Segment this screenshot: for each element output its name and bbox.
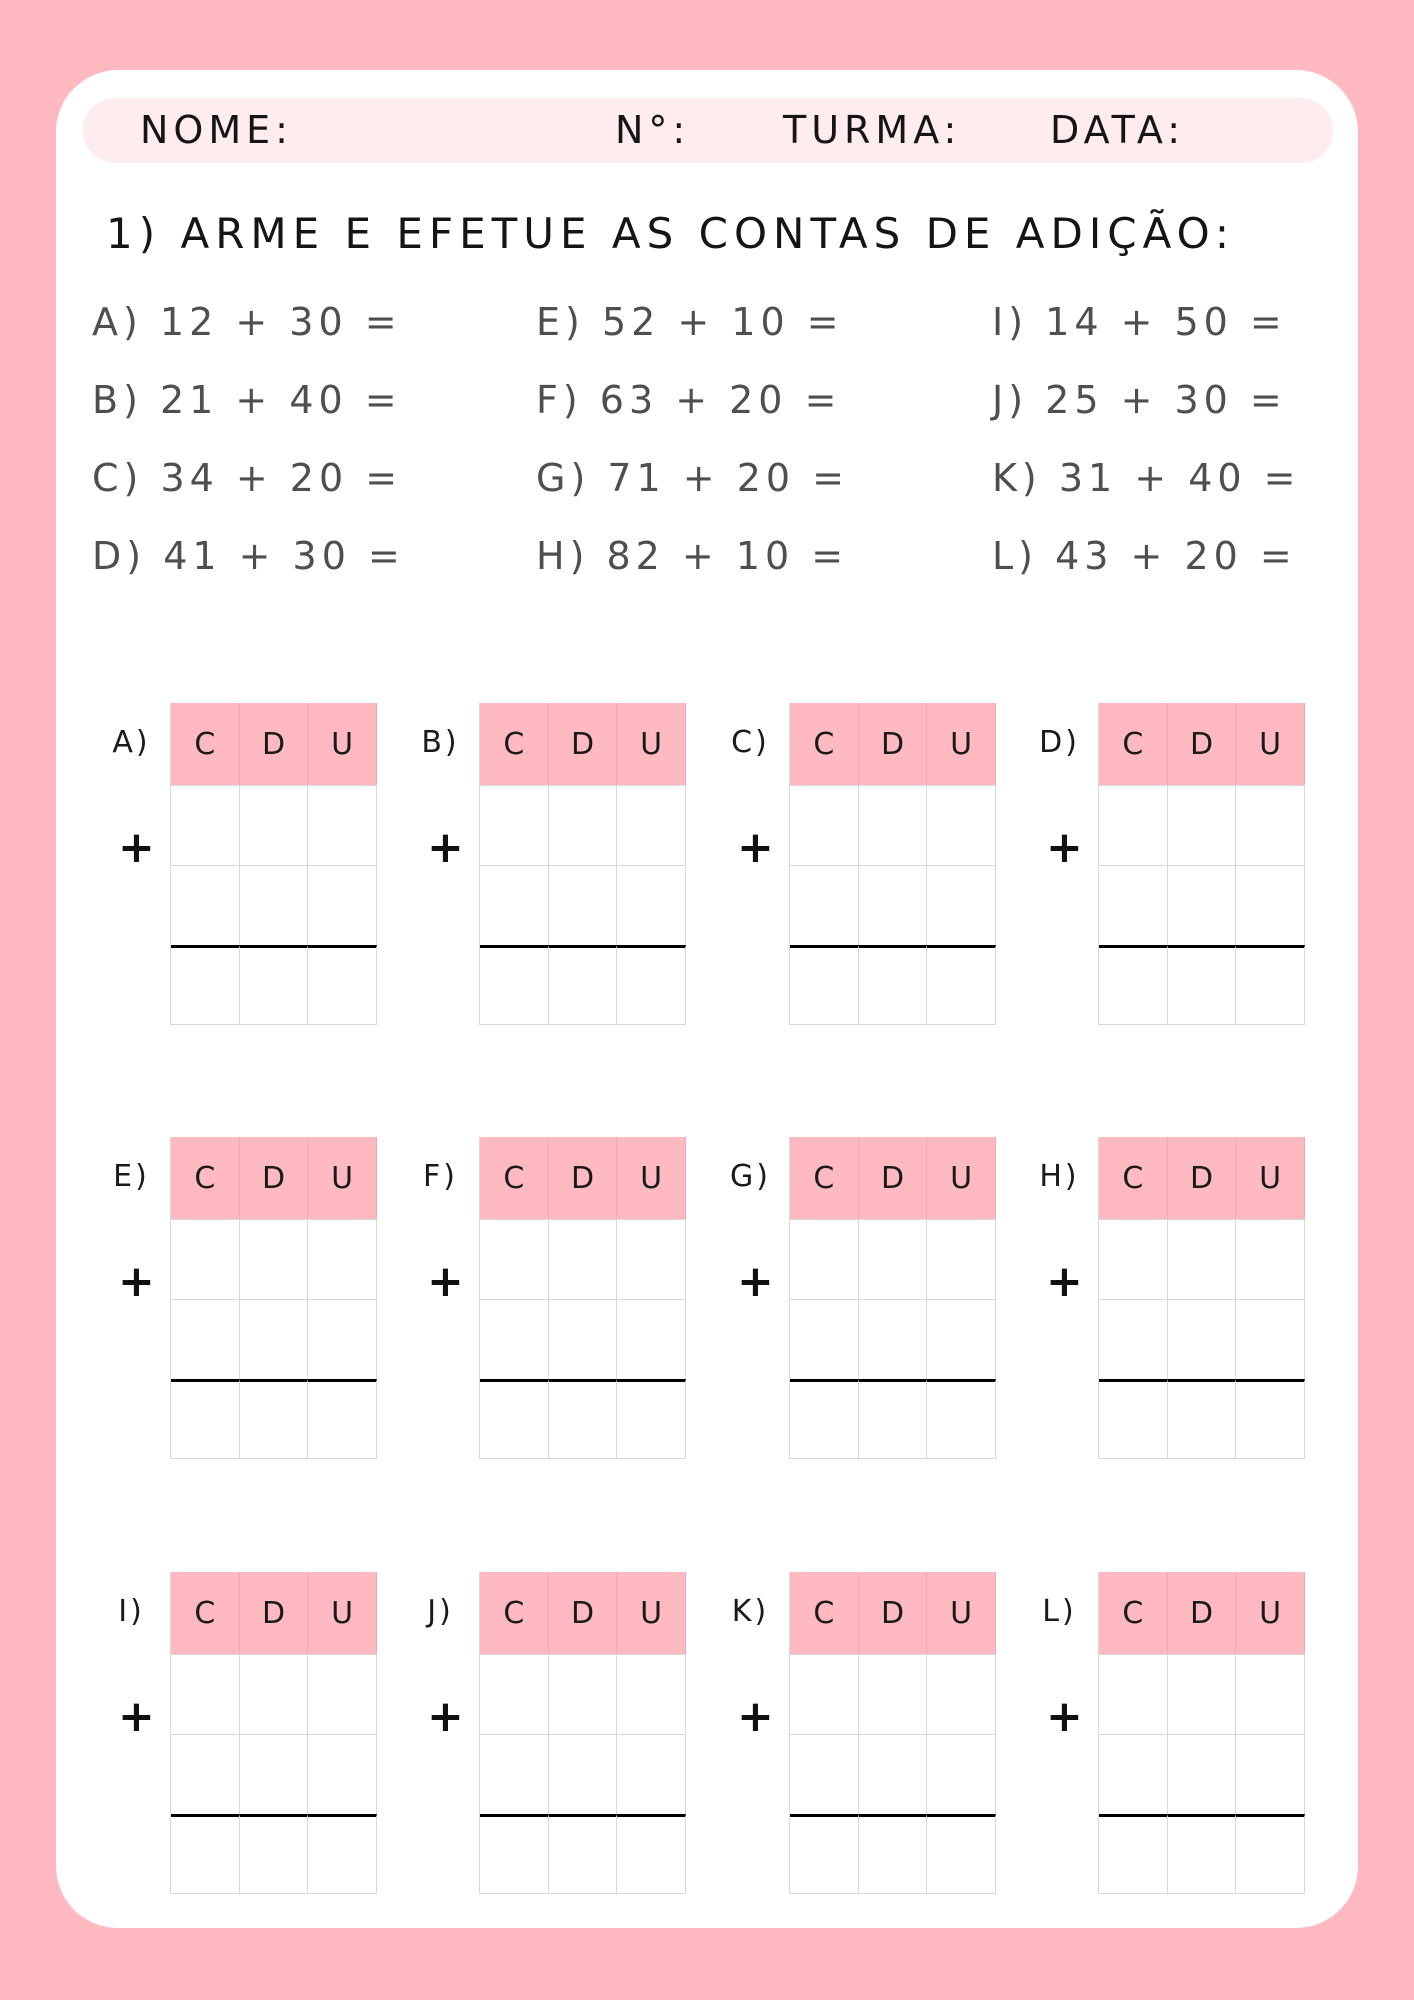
grid-header-cell: U bbox=[1236, 1137, 1305, 1219]
addition-block bbox=[1032, 703, 1412, 1033]
digit-cell[interactable] bbox=[859, 1734, 928, 1814]
digit-cell[interactable] bbox=[308, 1299, 377, 1379]
digit-cell[interactable] bbox=[1168, 1734, 1237, 1814]
digit-cell[interactable] bbox=[171, 1299, 240, 1379]
block-letter: C) bbox=[731, 725, 770, 760]
digit-cell[interactable] bbox=[1236, 1654, 1305, 1734]
result-cell[interactable] bbox=[1168, 1814, 1237, 1894]
digit-cell[interactable] bbox=[1168, 865, 1237, 945]
problem-expression: 34 + 20 = bbox=[160, 456, 403, 500]
result-cell[interactable] bbox=[927, 945, 996, 1025]
problem-letter: C) bbox=[92, 456, 144, 500]
digit-cell[interactable] bbox=[549, 785, 618, 865]
problem-letter: F) bbox=[536, 378, 583, 422]
result-cell[interactable] bbox=[240, 945, 309, 1025]
problem-letter: I) bbox=[992, 300, 1029, 344]
digit-cell[interactable] bbox=[617, 785, 686, 865]
digit-cell[interactable] bbox=[240, 1734, 309, 1814]
digit-cell[interactable] bbox=[617, 1734, 686, 1814]
result-cell[interactable] bbox=[617, 1814, 686, 1894]
digit-cell[interactable] bbox=[617, 1299, 686, 1379]
digit-cell[interactable] bbox=[480, 1654, 549, 1734]
place-value-grid bbox=[170, 1572, 377, 1894]
grid-header-cell: C bbox=[1099, 1572, 1168, 1654]
plus-sign: + bbox=[427, 822, 464, 873]
digit-cell[interactable] bbox=[308, 1654, 377, 1734]
result-cell[interactable] bbox=[480, 945, 549, 1025]
grid-header-cell: C bbox=[171, 1137, 240, 1219]
block-letter: F) bbox=[423, 1159, 458, 1194]
block-letter: H) bbox=[1039, 1159, 1080, 1194]
problem-expression: 41 + 30 = bbox=[163, 534, 405, 578]
worksheet-page bbox=[56, 70, 1358, 1928]
grid-header-cell: C bbox=[480, 703, 549, 785]
block-letter: B) bbox=[421, 725, 460, 760]
result-cell[interactable] bbox=[171, 1814, 240, 1894]
block-letter: K) bbox=[731, 1594, 770, 1629]
block-letter: L) bbox=[1042, 1594, 1077, 1629]
digit-cell[interactable] bbox=[927, 785, 996, 865]
grid-header-cell: U bbox=[617, 1137, 686, 1219]
digit-cell[interactable] bbox=[790, 785, 859, 865]
digit-cell[interactable] bbox=[1099, 1299, 1168, 1379]
block-letter: G) bbox=[730, 1159, 771, 1194]
digit-cell[interactable] bbox=[1236, 865, 1305, 945]
result-cell[interactable] bbox=[1099, 945, 1168, 1025]
place-value-grid bbox=[789, 703, 996, 1025]
digit-cell[interactable] bbox=[240, 865, 309, 945]
grid-header-cell: U bbox=[927, 1572, 996, 1654]
result-cell[interactable] bbox=[171, 1379, 240, 1459]
digit-cell[interactable] bbox=[927, 1734, 996, 1814]
problem-letter: H) bbox=[536, 534, 590, 578]
digit-cell[interactable] bbox=[1236, 1734, 1305, 1814]
result-cell[interactable] bbox=[1236, 1379, 1305, 1459]
block-letter: D) bbox=[1039, 725, 1080, 760]
problem-expression: 14 + 50 = bbox=[1045, 300, 1287, 344]
grid-header-cell: D bbox=[859, 1137, 928, 1219]
digit-cell[interactable] bbox=[171, 1734, 240, 1814]
plus-sign: + bbox=[737, 1691, 774, 1742]
digit-cell[interactable] bbox=[927, 1654, 996, 1734]
plus-sign: + bbox=[118, 1691, 155, 1742]
digit-cell[interactable] bbox=[171, 865, 240, 945]
grid-header-cell: U bbox=[927, 703, 996, 785]
instruction-title: 1) ARME E EFETUE AS CONTAS DE ADIÇÃO: bbox=[106, 209, 1236, 258]
grid-header-cell: C bbox=[1099, 1137, 1168, 1219]
digit-cell[interactable] bbox=[1236, 1299, 1305, 1379]
grid-header-cell: U bbox=[617, 703, 686, 785]
digit-cell[interactable] bbox=[1099, 1219, 1168, 1299]
place-value-grid bbox=[479, 1137, 686, 1459]
grid-header-cell: U bbox=[1236, 703, 1305, 785]
digit-cell[interactable] bbox=[1099, 1734, 1168, 1814]
problem-letter: K) bbox=[992, 456, 1042, 500]
digit-cell[interactable] bbox=[480, 865, 549, 945]
problem-item bbox=[992, 376, 1287, 424]
grid-header-cell: D bbox=[549, 1572, 618, 1654]
block-letter: J) bbox=[427, 1594, 454, 1629]
digit-cell[interactable] bbox=[790, 1299, 859, 1379]
problem-letter: E) bbox=[536, 300, 585, 344]
problem-item bbox=[992, 298, 1287, 346]
digit-cell[interactable] bbox=[1236, 785, 1305, 865]
place-value-grid bbox=[1098, 703, 1305, 1025]
problem-item bbox=[536, 454, 849, 502]
digit-cell[interactable] bbox=[1168, 1654, 1237, 1734]
problem-item bbox=[992, 454, 1300, 502]
result-cell[interactable] bbox=[480, 1814, 549, 1894]
problem-letter: B) bbox=[92, 378, 143, 422]
plus-sign: + bbox=[737, 822, 774, 873]
nome-label: NOME: bbox=[140, 108, 293, 152]
result-cell[interactable] bbox=[617, 945, 686, 1025]
problem-letter: D) bbox=[92, 534, 147, 578]
digit-cell[interactable] bbox=[171, 785, 240, 865]
grid-header-cell: D bbox=[1168, 1137, 1237, 1219]
grid-header-cell: D bbox=[859, 1572, 928, 1654]
result-cell[interactable] bbox=[549, 945, 618, 1025]
problem-letter: G) bbox=[536, 456, 591, 500]
result-cell[interactable] bbox=[549, 1814, 618, 1894]
grid-header-cell: C bbox=[790, 1137, 859, 1219]
problem-item bbox=[536, 298, 844, 346]
student-info-bar bbox=[83, 98, 1333, 163]
digit-cell[interactable] bbox=[617, 865, 686, 945]
result-cell[interactable] bbox=[308, 1814, 377, 1894]
digit-cell[interactable] bbox=[1236, 1219, 1305, 1299]
addition-block bbox=[1032, 1572, 1412, 1902]
digit-cell[interactable] bbox=[1099, 785, 1168, 865]
problem-item bbox=[536, 376, 841, 424]
result-cell[interactable] bbox=[617, 1379, 686, 1459]
digit-cell[interactable] bbox=[480, 1299, 549, 1379]
plus-sign: + bbox=[1046, 1691, 1083, 1742]
result-cell[interactable] bbox=[1099, 1814, 1168, 1894]
grid-header-cell: C bbox=[790, 703, 859, 785]
problem-item bbox=[92, 376, 402, 424]
result-cell[interactable] bbox=[240, 1814, 309, 1894]
plus-sign: + bbox=[118, 822, 155, 873]
digit-cell[interactable] bbox=[480, 785, 549, 865]
problem-expression: 21 + 40 = bbox=[160, 378, 402, 422]
digit-cell[interactable] bbox=[859, 1219, 928, 1299]
problem-item bbox=[92, 454, 402, 502]
result-cell[interactable] bbox=[308, 945, 377, 1025]
result-cell[interactable] bbox=[859, 1814, 928, 1894]
result-cell[interactable] bbox=[790, 1814, 859, 1894]
digit-cell[interactable] bbox=[790, 1654, 859, 1734]
place-value-grid bbox=[170, 1137, 377, 1459]
digit-cell[interactable] bbox=[480, 1734, 549, 1814]
grid-header-cell: C bbox=[480, 1137, 549, 1219]
problem-letter: J) bbox=[992, 378, 1029, 422]
problem-letter: L) bbox=[992, 534, 1038, 578]
plus-sign: + bbox=[427, 1691, 464, 1742]
digit-cell[interactable] bbox=[549, 1654, 618, 1734]
digit-cell[interactable] bbox=[927, 1299, 996, 1379]
digit-cell[interactable] bbox=[308, 1734, 377, 1814]
digit-cell[interactable] bbox=[1099, 1654, 1168, 1734]
result-cell[interactable] bbox=[171, 945, 240, 1025]
grid-header-cell: D bbox=[549, 703, 618, 785]
grid-header-cell: D bbox=[549, 1137, 618, 1219]
result-cell[interactable] bbox=[549, 1379, 618, 1459]
grid-header-cell: U bbox=[927, 1137, 996, 1219]
problem-expression: 82 + 10 = bbox=[606, 534, 849, 578]
digit-cell[interactable] bbox=[171, 1219, 240, 1299]
turma-label: TURMA: bbox=[783, 108, 962, 152]
result-cell[interactable] bbox=[859, 1379, 928, 1459]
problem-item bbox=[92, 298, 402, 346]
problem-expression: 31 + 40 = bbox=[1058, 456, 1301, 500]
plus-sign: + bbox=[118, 1256, 155, 1307]
result-cell[interactable] bbox=[308, 1379, 377, 1459]
digit-cell[interactable] bbox=[927, 1219, 996, 1299]
grid-header-cell: U bbox=[308, 703, 377, 785]
problem-expression: 25 + 30 = bbox=[1045, 378, 1287, 422]
problem-expression: 52 + 10 = bbox=[601, 300, 844, 344]
digit-cell[interactable] bbox=[549, 1734, 618, 1814]
grid-header-cell: D bbox=[859, 703, 928, 785]
grid-header-cell: C bbox=[1099, 703, 1168, 785]
digit-cell[interactable] bbox=[790, 1734, 859, 1814]
plus-sign: + bbox=[1046, 822, 1083, 873]
problem-expression: 12 + 30 = bbox=[159, 300, 402, 344]
digit-cell[interactable] bbox=[859, 785, 928, 865]
digit-cell[interactable] bbox=[790, 1219, 859, 1299]
grid-header-cell: U bbox=[308, 1137, 377, 1219]
digit-cell[interactable] bbox=[1099, 865, 1168, 945]
grid-header-cell: D bbox=[240, 1137, 309, 1219]
digit-cell[interactable] bbox=[549, 1219, 618, 1299]
digit-cell[interactable] bbox=[308, 865, 377, 945]
plus-sign: + bbox=[427, 1256, 464, 1307]
result-cell[interactable] bbox=[1236, 945, 1305, 1025]
problem-item bbox=[992, 532, 1297, 580]
digit-cell[interactable] bbox=[1168, 785, 1237, 865]
digit-cell[interactable] bbox=[617, 1654, 686, 1734]
block-letter: E) bbox=[113, 1159, 150, 1194]
problem-item bbox=[92, 532, 405, 580]
digit-cell[interactable] bbox=[927, 865, 996, 945]
result-cell[interactable] bbox=[1168, 1379, 1237, 1459]
digit-cell[interactable] bbox=[240, 1654, 309, 1734]
place-value-grid bbox=[1098, 1572, 1305, 1894]
numero-label: N°: bbox=[615, 108, 691, 152]
problem-expression: 43 + 20 = bbox=[1055, 534, 1297, 578]
digit-cell[interactable] bbox=[308, 785, 377, 865]
digit-cell[interactable] bbox=[859, 1299, 928, 1379]
result-cell[interactable] bbox=[927, 1814, 996, 1894]
result-cell[interactable] bbox=[1099, 1379, 1168, 1459]
place-value-grid bbox=[479, 703, 686, 1025]
result-cell[interactable] bbox=[480, 1379, 549, 1459]
digit-cell[interactable] bbox=[859, 865, 928, 945]
data-label: DATA: bbox=[1050, 108, 1186, 152]
place-value-grid bbox=[1098, 1137, 1305, 1459]
plus-sign: + bbox=[737, 1256, 774, 1307]
addition-block bbox=[1032, 1137, 1412, 1467]
result-cell[interactable] bbox=[240, 1379, 309, 1459]
grid-header-cell: C bbox=[171, 703, 240, 785]
digit-cell[interactable] bbox=[617, 1219, 686, 1299]
digit-cell[interactable] bbox=[859, 1654, 928, 1734]
digit-cell[interactable] bbox=[549, 1299, 618, 1379]
digit-cell[interactable] bbox=[1168, 1219, 1237, 1299]
place-value-grid bbox=[170, 703, 377, 1025]
digit-cell[interactable] bbox=[549, 865, 618, 945]
place-value-grid bbox=[789, 1572, 996, 1894]
digit-cell[interactable] bbox=[790, 865, 859, 945]
block-letter: I) bbox=[118, 1594, 145, 1629]
digit-cell[interactable] bbox=[480, 1219, 549, 1299]
digit-cell[interactable] bbox=[240, 1299, 309, 1379]
result-cell[interactable] bbox=[859, 945, 928, 1025]
digit-cell[interactable] bbox=[240, 785, 309, 865]
digit-cell[interactable] bbox=[308, 1219, 377, 1299]
block-letter: A) bbox=[112, 725, 151, 760]
place-value-grid bbox=[789, 1137, 996, 1459]
grid-header-cell: C bbox=[480, 1572, 549, 1654]
result-cell[interactable] bbox=[1236, 1814, 1305, 1894]
problem-expression: 63 + 20 = bbox=[599, 378, 842, 422]
digit-cell[interactable] bbox=[171, 1654, 240, 1734]
digit-cell[interactable] bbox=[240, 1219, 309, 1299]
grid-header-cell: U bbox=[1236, 1572, 1305, 1654]
grid-header-cell: U bbox=[617, 1572, 686, 1654]
problem-item bbox=[536, 532, 848, 580]
grid-header-cell: U bbox=[308, 1572, 377, 1654]
grid-header-cell: D bbox=[1168, 703, 1237, 785]
digit-cell[interactable] bbox=[1168, 1299, 1237, 1379]
grid-header-cell: C bbox=[171, 1572, 240, 1654]
problem-expression: 71 + 20 = bbox=[607, 456, 849, 500]
grid-header-cell: C bbox=[790, 1572, 859, 1654]
result-cell[interactable] bbox=[790, 945, 859, 1025]
plus-sign: + bbox=[1046, 1256, 1083, 1307]
result-cell[interactable] bbox=[927, 1379, 996, 1459]
grid-header-cell: D bbox=[1168, 1572, 1237, 1654]
result-cell[interactable] bbox=[790, 1379, 859, 1459]
place-value-grid bbox=[479, 1572, 686, 1894]
result-cell[interactable] bbox=[1168, 945, 1237, 1025]
problem-letter: A) bbox=[92, 300, 143, 344]
grid-header-cell: D bbox=[240, 703, 309, 785]
grid-header-cell: D bbox=[240, 1572, 309, 1654]
